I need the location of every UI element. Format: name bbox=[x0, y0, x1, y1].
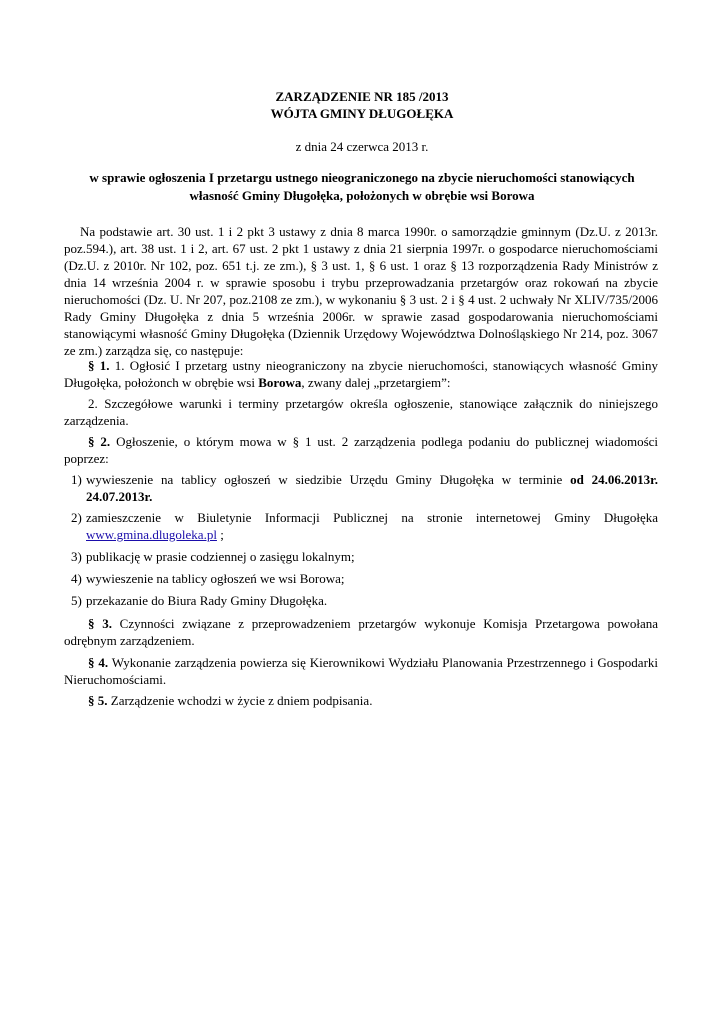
subject-line1: w sprawie ogłoszenia I przetargu ustnego nieograniczonego na zbycie nieruchomości stanowiących bbox=[89, 170, 635, 185]
list-item-number: 1) bbox=[71, 472, 82, 487]
document-date: z dnia 24 czerwca 2013 r. bbox=[295, 139, 429, 154]
section-4-text: Wykonanie zarządzenia powierza się Kierownikowi Wydziału Planowania Przestrzennego i Gospodarki Nieruchomościami. bbox=[64, 655, 659, 687]
section-1-mark: § 1. bbox=[88, 358, 110, 373]
document-subject bbox=[60, 169, 664, 205]
section-1-text-b: , zwany dalej „przetargiem”: bbox=[301, 375, 451, 390]
list-item-number: 3) bbox=[71, 549, 82, 564]
list-item-text bbox=[86, 509, 658, 543]
list-item-body: zamieszczenie w Biuletynie Informacji Publicznej na stronie internetowej Gminy Długołęka bbox=[86, 510, 658, 525]
document-title-line2: WÓJTA GMINY DŁUGOŁĘKA bbox=[270, 106, 454, 121]
list-item-number: 2) bbox=[71, 510, 82, 525]
section-4-mark: § 4. bbox=[88, 655, 109, 670]
section-2-mark: § 2. bbox=[88, 434, 111, 449]
list-item-text: publikację w prasie codziennej o zasięgu lokalnym; bbox=[86, 549, 355, 564]
list-item-body: wywieszenie na tablicy ogłoszeń w siedzibie Urzędu Gminy Długołęka w terminie bbox=[86, 472, 571, 487]
list-item-tail: ; bbox=[216, 527, 224, 542]
section-2 bbox=[64, 433, 658, 467]
document-title-line1: ZARZĄDZENIE NR 185 /2013 bbox=[275, 89, 449, 104]
list-item-date-range: od 24.06.2013r. 24.07.2013r. bbox=[86, 472, 658, 504]
preamble: Na podstawie art. 30 ust. 1 i 2 pkt 3 ustawy z dnia 8 marca 1990r. o samorządzie gminnym (Dz.U. z 2013r. poz.594.), art. 38 ust. 1 i 2, art. 67 ust. 2 pkt 1 ustawy z dnia 21 sierpnia 1997r. o gospodarce nieruchomościami (Dz.U. z 2010r. Nr 102, poz. 651 t.j. ze zm.), § 3 ust. 1, § 6 ust. 1 oraz § 13 rozporządzenia Rady Ministrów z dnia 14 września 2004 r. w sprawie sposobu i trybu przeprowadzania przetargów oraz rokowań na zbycie nieruchomości (Dz. U. Nr 207, poz.2108 ze zm.), w wykonaniu § 3 ust. 2 i § 4 ust. 2 uchwały Nr XLIV/735/2006 Rady Gminy Długołęka z dnia 5 września 2006r. w sprawie zasad gospodarowania nieruchomościami stanowiącymi własność Gminy Długołęka (Dziennik Urzędowy Województwa Dolnośląskiego Nr 214, poz. 3067 ze zm.) zarządza się, co następuje: bbox=[64, 224, 658, 358]
section-1-text-a: 1. Ogłosić I przetarg ustny nieograniczony na zbycie nieruchomości, stanowiących własność Gminy Długołęka, położonch w obrębie wsi bbox=[64, 358, 659, 390]
section-2-text: Ogłoszenie, o którym mowa w § 1 ust. 2 zarządzenia podlega podaniu do publicznej wiadomości poprzez: bbox=[64, 434, 659, 466]
website-link[interactable]: www.gmina.dlugoleka.pl bbox=[86, 527, 217, 542]
section-1-village: Borowa bbox=[258, 375, 302, 390]
list-item-number: 5) bbox=[71, 593, 82, 608]
section-5-mark: § 5. bbox=[88, 693, 108, 708]
section-5-text: Zarządzenie wchodzi w życie z dniem podpisania. bbox=[107, 693, 373, 708]
list-item-text: wywieszenie na tablicy ogłoszeń we wsi Borowa; bbox=[86, 571, 345, 586]
subject-line2: własność Gminy Długołęka, położonych w obrębie wsi Borowa bbox=[189, 188, 535, 203]
list-item-text bbox=[86, 471, 658, 505]
list-item-text: przekazanie do Biura Rady Gminy Długołęka. bbox=[86, 593, 328, 608]
section-1-point-2: 2. Szczegółowe warunki i terminy przetargów określa ogłoszenie, stanowiące załącznik do niniejszego zarządzenia. bbox=[64, 396, 658, 428]
section-3 bbox=[64, 615, 658, 649]
section-3-text: Czynności związane z przeprowadzeniem przetargów wykonuje Komisja Przetargowa powołana odrębnym zarządzeniem. bbox=[64, 616, 658, 648]
section-5 bbox=[64, 692, 658, 709]
section-1 bbox=[64, 357, 658, 391]
section-3-mark: § 3. bbox=[88, 616, 112, 631]
list-item-number: 4) bbox=[71, 571, 82, 586]
section-4 bbox=[64, 654, 658, 688]
